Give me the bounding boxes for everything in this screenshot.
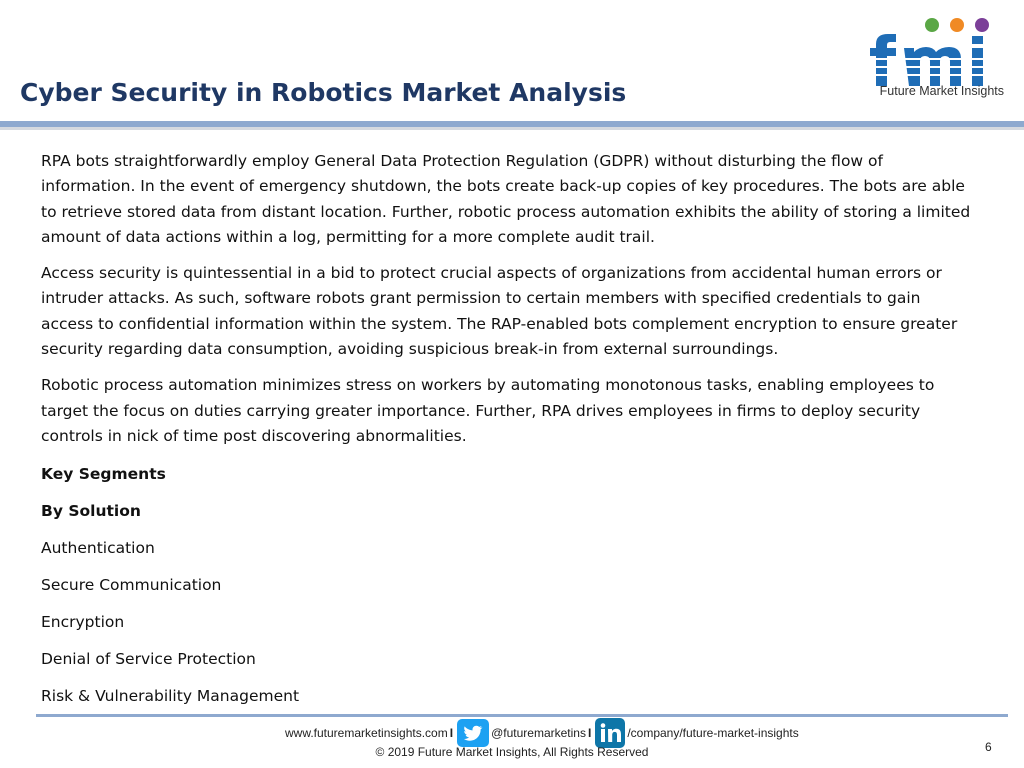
solution-item: Secure Communication — [41, 576, 222, 594]
paragraph-gdpr: RPA bots straightforwardly employ General Data Protection Regulation (GDPR) without disturbing the flow of information. In the event of emergency shutdown, the bots create back-up copies of key procedures. The bots are able to retrieve stored data from distant location. Further, robotic process automation exhibits the ability of storing a limited amount of data actions within a log, permitting for a more complete audit trail. — [41, 152, 971, 246]
slide-title: Cyber Security in Robotics Market Analysis — [20, 78, 627, 107]
solution-item: Denial of Service Protection — [41, 650, 256, 668]
twitter-handle[interactable]: @futuremarketins — [491, 726, 586, 740]
twitter-icon[interactable] — [457, 719, 489, 747]
footer-rule — [36, 714, 1008, 717]
footer-links — [285, 723, 799, 743]
copyright-text: © 2019 Future Market Insights, All Rights Reserved — [375, 745, 649, 759]
linkedin-icon[interactable] — [595, 718, 625, 748]
body-text — [41, 149, 971, 460]
logo-tagline: Future Market Insights — [879, 84, 1004, 98]
solution-item: Authentication — [41, 539, 155, 557]
website-link[interactable]: www.futuremarketinsights.com — [285, 726, 448, 740]
paragraph-rpa-stress: Robotic process automation minimizes stress on workers by automating monotonous tasks, enabling employees to target the focus on duties carrying greater importance. Further, RPA drives employees in firms to deploy security controls in nick of time post discovering abnormalities. — [41, 376, 935, 445]
key-segments-heading: Key Segments — [41, 465, 166, 483]
footer-separator: I — [449, 726, 454, 740]
footer-separator: I — [587, 726, 592, 740]
page-number: 6 — [985, 740, 992, 754]
linkedin-path[interactable]: /company/future-market-insights — [627, 726, 799, 740]
solution-item: Encryption — [41, 613, 125, 631]
header-rule — [0, 121, 1024, 127]
by-solution-heading: By Solution — [41, 502, 141, 520]
solution-item: Risk & Vulnerability Management — [41, 687, 300, 705]
paragraph-access-security: Access security is quintessential in a bid to protect crucial aspects of organizations from accidental human errors or intruder attacks. As such, software robots grant permission to certain members with specified credentials to gain access to confidential information within the system. The RAP-enabled bots complement encryption to ensure greater security regarding data consumption, avoiding suspicious break-in from external surroundings. — [41, 264, 958, 359]
